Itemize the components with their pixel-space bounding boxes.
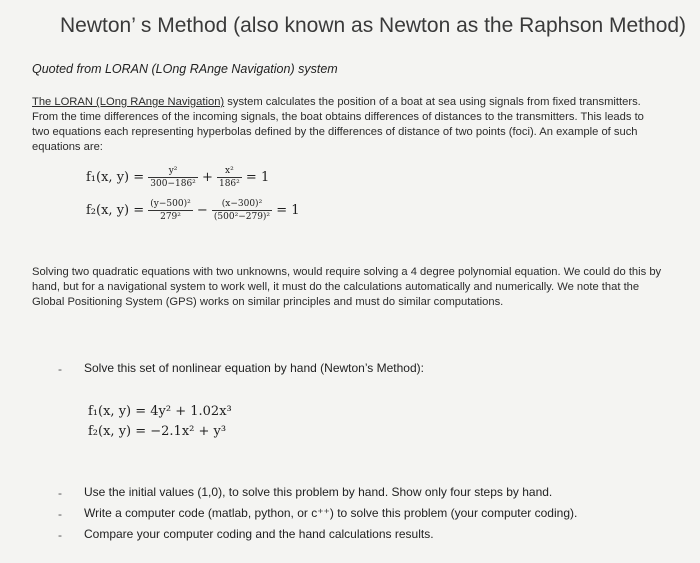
f1-operator: + (201, 170, 213, 185)
f1-term2-denominator: 186² (218, 179, 240, 189)
f1-rhs: = 1 (245, 170, 270, 185)
equation-f1-newton: f₁(x, y) = 4y² + 1.02x³ (88, 404, 232, 419)
f2-rhs: = 1 (276, 203, 300, 218)
bullet-item-1: Use the initial values (1,0), to solve this problem by hand. Show only four steps by hand. (84, 485, 553, 499)
equation-f2-loran (86, 199, 299, 222)
f1-term1-fraction (148, 166, 198, 189)
bullet-dash-2: - (58, 507, 62, 521)
f2-operator: − (196, 203, 208, 218)
f2-term2-denominator: (500²−279)² (213, 212, 271, 222)
f2-term1-fraction (148, 199, 192, 222)
subtitle: Quoted from LORAN (LOng RAnge Navigation) system (32, 62, 338, 76)
f1-lhs: f₁(x, y) = (86, 170, 145, 185)
f1-term1-numerator: y² (148, 166, 198, 178)
bullet-item-2: Write a computer code (matlab, python, or c⁺⁺) to solve this problem (your computer coding). (84, 506, 578, 520)
bullet-dash-3: - (58, 528, 62, 542)
task-instruction: Solve this set of nonlinear equation by hand (Newton’s Method): (84, 361, 424, 375)
f2-term2-fraction (212, 199, 272, 222)
f2-lhs: f₂(x, y) = (86, 203, 145, 218)
equation-f1-loran (86, 166, 269, 189)
f2-term1-denominator: 279² (160, 212, 181, 222)
f1-term2-fraction (217, 166, 242, 189)
f1-term1-denominator: 300−186² (150, 179, 196, 189)
loran-link-text: The LORAN (LOng RAnge Navigation) (32, 96, 225, 108)
bullet-dash-1: - (58, 486, 62, 500)
bullet-item-3: Compare your computer coding and the hand calculations results. (84, 527, 434, 541)
equation-f2-newton: f₂(x, y) = −2.1x² + y³ (88, 424, 227, 439)
second-paragraph: Solving two quadratic equations with two unknowns, would require solving a 4 degree polynomial equation. We could do this by hand, but for a navigational system to work well, it must do the calculations automatically and numerically. We note that the Global Positioning System (GPS) works on similar principles and must do similar computations. (32, 266, 662, 308)
intro-paragraph (32, 95, 662, 155)
page-title: Newton’ s Method (also known as Newton as the Raphson Method) (60, 14, 687, 37)
f2-term1-numerator: (y−500)² (150, 199, 191, 209)
task-dash: - (58, 362, 62, 376)
intro-text: system calculates the position of a boat at sea using signals from fixed transmitters. From the time differences of the incoming signals, the boat obtains differences of distances to the transmitters. This leads to two equations each representing hyperbolas defined by the differences of distance of two points (foci). An example of such equations are: (32, 96, 644, 153)
f2-term2-numerator: (x−300)² (212, 199, 272, 211)
f1-term2-numerator: x² (217, 166, 242, 178)
